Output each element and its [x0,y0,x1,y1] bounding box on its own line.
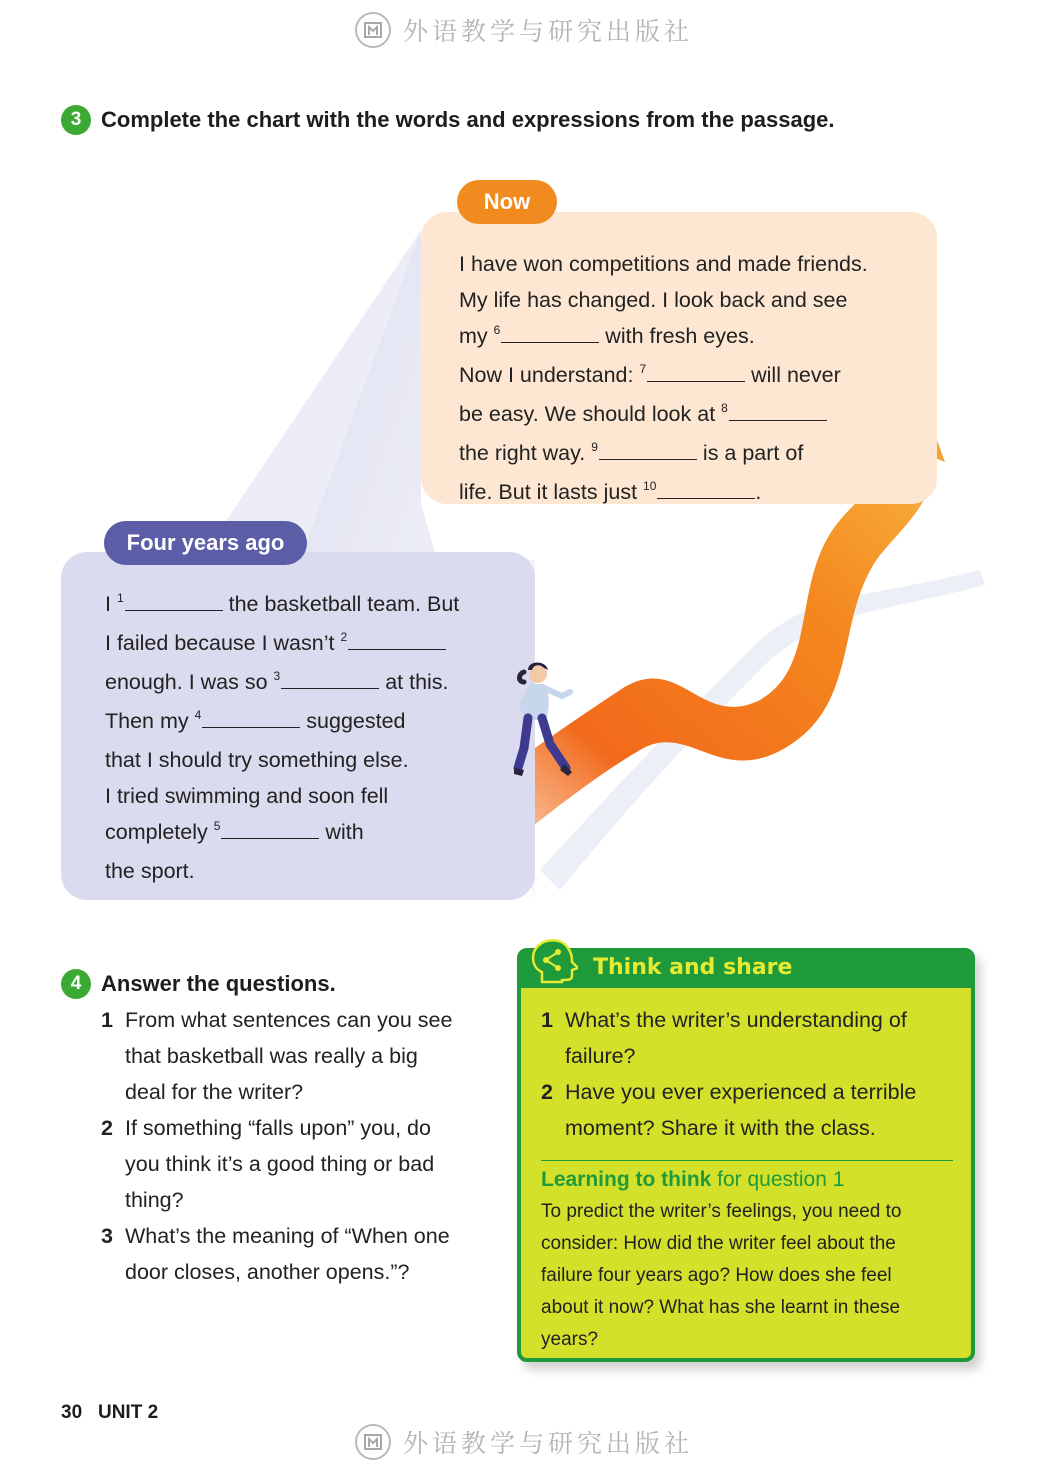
past-line-3: enough. I was so $^3$ at this. [105,669,449,694]
blank-10[interactable] [657,478,755,499]
blank-6[interactable] [501,322,599,343]
learning-line-2: consider: How did the writer feel about the [541,1233,896,1254]
learning-divider [541,1160,953,1161]
ts-question-2-text: Have you ever experienced a terrible moment? Share it with the class. [565,1080,917,1140]
now-line-2: My life has changed. I look back and see [459,288,848,312]
running-girl-illustration [510,660,580,785]
past-line-2: I failed because I wasn’t $^2$ [105,625,459,664]
now-line-3: my $^6$ with fresh eyes. [459,323,755,348]
now-line-5: be easy. We should look at $^8$ [459,396,868,435]
learning-line-5: years? [541,1329,599,1350]
now-line-6: the right way. $^9$ is a part of [459,440,804,465]
unit-label: UNIT 2 [97,1402,159,1423]
ts-question-2 [541,1074,961,1146]
publisher-logo-icon-footer [355,1424,391,1460]
blank-7[interactable] [647,361,745,382]
four-years-ago-paragraph [105,586,459,889]
learning-to-think-title: Learning to think for question 1 [541,1168,845,1191]
blank-number-7: 7 [639,362,647,376]
page-footer [61,1402,158,1424]
now-line-1: I have won competitions and made friends. [459,252,868,276]
section-4-questions [101,1002,501,1290]
blank-5[interactable] [221,818,319,839]
think-and-share-title: Think and share [593,955,793,980]
learning-line-3: failure four years ago? How does she feel [541,1265,892,1286]
blank-2[interactable] [348,629,446,650]
past-line-1: I $^1$ the basketball team. But [105,591,460,616]
blank-number-1: 1 [116,591,124,605]
ts-question-1-number: 1 [541,1008,553,1032]
blank-number-2: 2 [340,630,348,644]
blank-number-9: 9 [591,440,598,454]
now-tag: Now [457,180,557,224]
question-1-text: From what sentences can you see that basketball was really a big deal for the writer? [125,1008,453,1104]
past-line-7: completely $^5$ with [105,819,364,844]
question-3 [101,1218,501,1290]
section-number-4: 4 [61,969,91,999]
blank-number-6: 6 [493,323,501,337]
blank-9[interactable] [599,439,697,460]
section-4-title: Answer the questions. [101,971,336,996]
now-line-7: life. But it lasts just $^{10}$ . [459,479,762,504]
question-3-number: 3 [101,1224,113,1248]
publisher-name: 外语教学与研究出版社 [402,17,693,46]
past-line-6: I tried swimming and soon fell [105,784,389,808]
blank-number-4: 4 [194,708,202,722]
now-paragraph [459,246,868,513]
blank-4[interactable] [202,707,300,728]
think-and-share-questions [541,1002,961,1146]
blank-number-5: 5 [213,819,221,833]
blank-1[interactable] [125,590,223,611]
blank-3[interactable] [281,668,379,689]
learning-to-think-block [541,1164,961,1356]
question-2-number: 2 [101,1116,113,1140]
past-line-8: the sport. [105,859,195,883]
past-line-5: that I should try something else. [105,748,409,772]
question-2-text: If something “falls upon” you, do you think it’s a good thing or bad thing? [125,1116,435,1212]
question-1-number: 1 [101,1008,113,1032]
question-3-text: What’s the meaning of “When one door closes, another opens.”? [125,1224,450,1284]
blank-number-10: 10 [643,479,657,493]
head-share-icon [528,936,578,986]
section-3-title: Complete the chart with the words and expressions from the passage. [101,107,835,132]
question-2 [101,1110,501,1218]
section-number-3: 3 [61,105,91,135]
blank-8[interactable] [729,400,827,421]
ts-question-1-text: What’s the writer’s understanding of failure? [565,1008,907,1068]
learning-line-1: To predict the writer’s feelings, you need to [541,1201,902,1222]
now-line-4: Now I understand: $^7$ will never [459,362,841,387]
blank-number-3: 3 [273,669,281,683]
page-number: 30 [61,1402,83,1423]
past-line-4: Then my $^4$ suggested [105,708,406,733]
blank-number-8: 8 [721,401,728,415]
learning-line-4: about it now? What has she learnt in these [541,1297,901,1318]
publisher-name-footer: 外语教学与研究出版社 [402,1429,693,1458]
publisher-footer [0,1424,1048,1460]
ts-question-1 [541,1002,961,1074]
four-years-ago-tag: Four years ago [104,521,307,565]
question-1 [101,1002,501,1110]
ts-question-2-number: 2 [541,1080,553,1104]
